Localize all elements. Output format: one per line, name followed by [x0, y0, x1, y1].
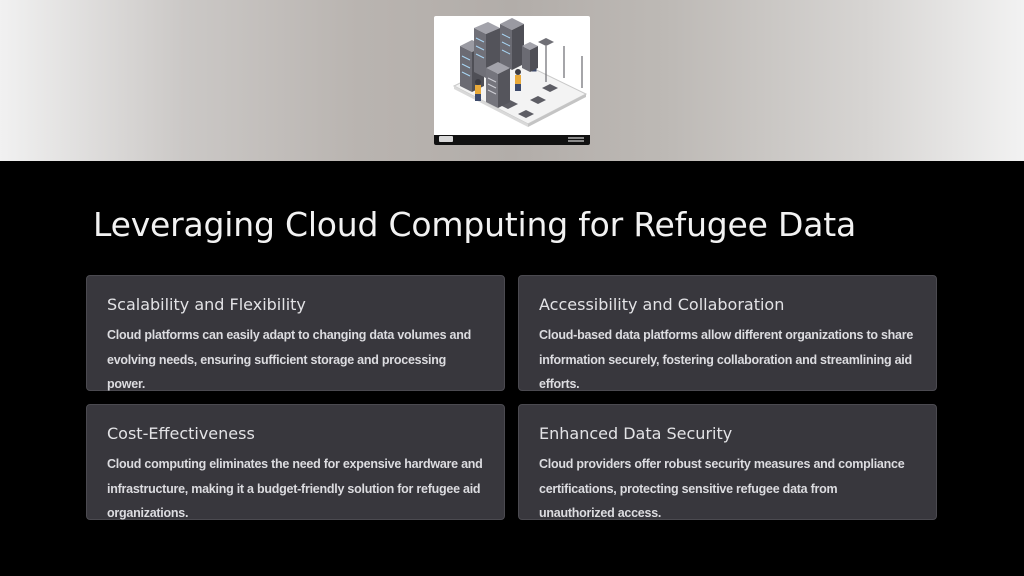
card-title: Enhanced Data Security: [539, 424, 733, 443]
header-banner: [0, 0, 1024, 161]
watermark-logo: [439, 136, 453, 142]
card-accessibility: [518, 275, 937, 391]
card-body: Cloud providers offer robust security measures and compliance certifications, protecting sensitive refugee data from unauthorized access.: [539, 457, 905, 520]
server-room-icon: [434, 16, 590, 135]
slide-title: Leveraging Cloud Computing for Refugee Data: [93, 205, 857, 244]
card-title: Cost-Effectiveness: [107, 424, 255, 443]
server-room-illustration: [434, 16, 590, 145]
card-cost-effectiveness: [86, 404, 505, 520]
card-title: Accessibility and Collaboration: [539, 295, 785, 314]
card-title: Scalability and Flexibility: [107, 295, 306, 314]
card-scalability: [86, 275, 505, 391]
card-body: Cloud platforms can easily adapt to changing data volumes and evolving needs, ensuring sufficient storage and processing power.: [107, 328, 471, 391]
image-footer-bar: [434, 135, 590, 145]
image-code-marks: [568, 137, 584, 139]
card-data-security: [518, 404, 937, 520]
card-body: Cloud computing eliminates the need for expensive hardware and infrastructure, making it a budget-friendly solution for refugee aid organizations.: [107, 457, 483, 520]
card-body: Cloud-based data platforms allow different organizations to share information securely, fostering collaboration and streamlining aid efforts.: [539, 328, 914, 391]
